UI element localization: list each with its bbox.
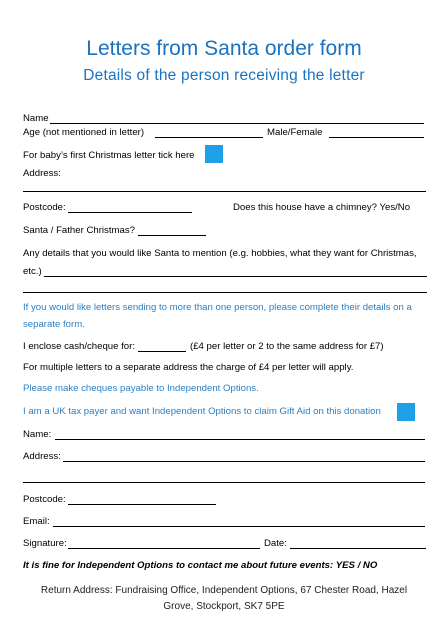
contact-consent[interactable]: It is fine for Independent Options to contact me about future events: YES / NO (23, 560, 378, 571)
recipient-postcode-field[interactable] (68, 212, 192, 213)
recipient-gender-field[interactable] (329, 137, 424, 138)
gift-aid-checkbox[interactable] (397, 403, 415, 421)
signature-label: Signature: (23, 538, 67, 549)
santa-details-etc-label: etc.) (23, 266, 42, 277)
form-title: Letters from Santa order form (86, 37, 362, 60)
donor-email-field[interactable] (53, 526, 425, 527)
donor-address-field-2[interactable] (23, 482, 425, 483)
signature-field[interactable] (68, 548, 260, 549)
santa-father-christmas-field[interactable] (138, 235, 206, 236)
donor-address-label: Address: (23, 451, 61, 462)
date-label: Date: (264, 538, 287, 549)
date-field[interactable] (290, 548, 426, 549)
recipient-name-label: Name (23, 113, 49, 124)
recipient-name-field[interactable] (50, 123, 424, 124)
baby-christmas-checkbox[interactable] (205, 145, 223, 163)
recipient-age-label: Age (not mentioned in letter) (23, 127, 145, 138)
donor-postcode-label: Postcode: (23, 494, 66, 505)
donor-email-label: Email: (23, 516, 50, 527)
return-address-line-2: Grove, Stockport, SK7 5PE (163, 601, 285, 612)
baby-christmas-label: For baby’s first Christmas letter tick here (23, 150, 195, 161)
recipient-postcode-label: Postcode: (23, 202, 66, 213)
recipient-address-field[interactable] (23, 191, 426, 192)
santa-details-field-1[interactable] (44, 276, 427, 277)
multiple-recipients-note-2: separate form. (23, 319, 85, 330)
santa-details-field-2[interactable] (23, 292, 427, 293)
recipient-address-label: Address: (23, 168, 61, 179)
donor-address-field-1[interactable] (63, 461, 425, 462)
donor-name-field[interactable] (55, 439, 425, 440)
chimney-question[interactable]: Does this house have a chimney? Yes/No (233, 202, 411, 213)
cheques-payable-note: Please make cheques payable to Independent Options. (23, 383, 259, 394)
donor-postcode-field[interactable] (68, 504, 216, 505)
separate-address-charge-note: For multiple letters to a separate address the charge of £4 per letter will apply. (23, 362, 354, 373)
gift-aid-label: I am a UK tax payer and want Independent Options to claim Gift Aid on this donation (23, 406, 381, 417)
recipient-age-field[interactable] (155, 137, 263, 138)
donor-name-label: Name: (23, 429, 52, 440)
recipient-gender-label: Male/Female (267, 127, 323, 138)
price-info: (£4 per letter or 2 to the same address for £7) (190, 341, 384, 352)
enclose-amount-label: I enclose cash/cheque for: (23, 341, 135, 352)
return-address-line-1: Return Address: Fundraising Office, Independent Options, 67 Chester Road, Hazel (40, 585, 408, 596)
santa-father-christmas-question: Santa / Father Christmas? (23, 225, 135, 236)
multiple-recipients-note: If you would like letters sending to more than one person, please complete their details on a (23, 302, 412, 313)
form-subtitle: Details of the person receiving the letter (83, 67, 365, 84)
enclose-amount-field[interactable] (138, 351, 186, 352)
santa-details-label: Any details that you would like Santa to mention (e.g. hobbies, what they want for Christmas, (23, 248, 417, 259)
